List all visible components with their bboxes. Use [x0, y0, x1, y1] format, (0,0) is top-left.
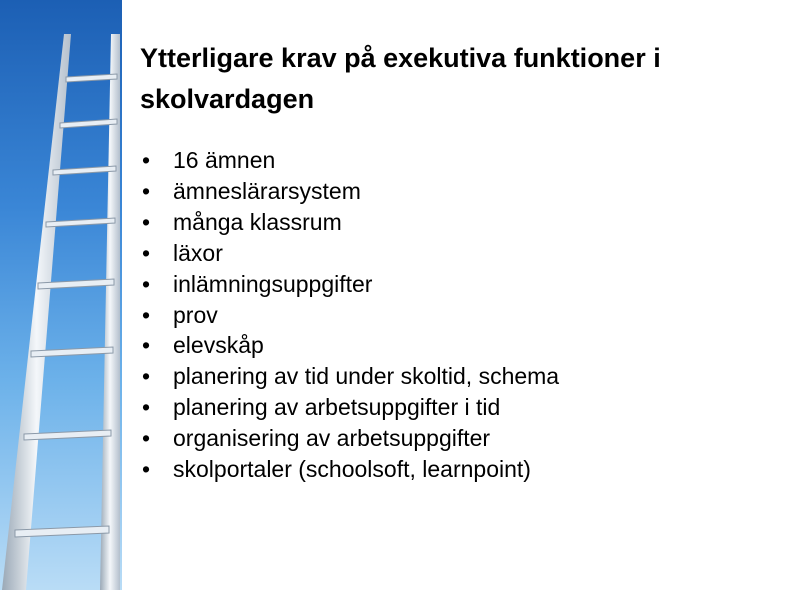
list-item	[140, 300, 770, 331]
list-item	[140, 392, 770, 423]
list-item-text: planering av tid under skoltid, schema	[173, 363, 560, 390]
ladder-image	[0, 0, 122, 590]
bullet-icon: •	[142, 177, 151, 204]
list-item-text: organisering av arbetsuppgifter	[173, 425, 491, 452]
list-item-text: läxor	[173, 239, 223, 266]
list-item-text: inlämningsuppgifter	[173, 270, 373, 297]
slide-title: Ytterligare krav på exekutiva funktioner i skolvardagen	[140, 43, 661, 114]
list-item	[140, 238, 770, 269]
list-item	[140, 176, 770, 207]
list-item-text: prov	[173, 301, 218, 328]
bullet-icon: •	[142, 208, 151, 235]
bullet-icon: •	[142, 239, 151, 266]
bullet-icon: •	[142, 147, 151, 173]
bullet-icon: •	[142, 394, 151, 421]
list-item-text: ämneslärarsystem	[173, 177, 361, 204]
list-item	[140, 269, 770, 300]
list-item-text: 16 ämnen	[173, 147, 276, 173]
bullet-icon: •	[142, 425, 151, 452]
ladder-graphic	[0, 0, 122, 590]
ladder-left-rail	[2, 34, 71, 590]
list-item-text: elevskåp	[173, 332, 264, 359]
ladder-right-rail	[100, 34, 120, 590]
list-item	[140, 145, 770, 176]
bullet-icon: •	[142, 332, 151, 359]
list-item	[140, 330, 770, 361]
bullet-icon: •	[142, 363, 151, 390]
list-item	[140, 423, 770, 454]
list-item-text: skolportaler (schoolsoft, learnpoint)	[173, 456, 531, 483]
bullet-list	[140, 145, 770, 485]
list-item-text: planering av arbetsuppgifter i tid	[173, 394, 501, 421]
bullet-icon: •	[142, 270, 151, 297]
list-item-text: många klassrum	[173, 208, 342, 235]
list-item	[140, 361, 770, 392]
list-item	[140, 454, 770, 485]
bullet-icon: •	[142, 456, 151, 483]
list-item	[140, 207, 770, 238]
bullet-icon: •	[142, 301, 151, 328]
